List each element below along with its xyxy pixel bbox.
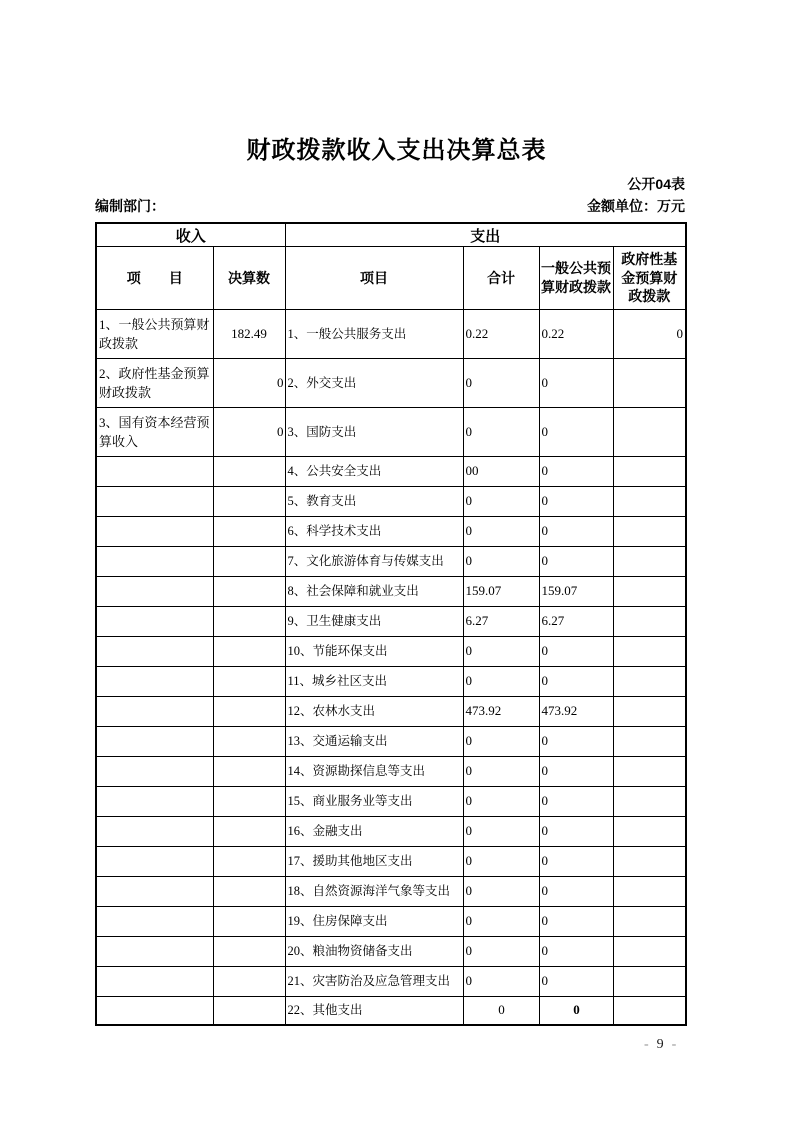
expense-item-cell: 5、教育支出 [285, 487, 463, 517]
expense-item-cell: 11、城乡社区支出 [285, 667, 463, 697]
income-item-cell [96, 577, 213, 607]
table-row [96, 667, 686, 697]
expense-item-cell: 16、金融支出 [285, 817, 463, 847]
income-item-cell [96, 967, 213, 997]
group-header-row [96, 223, 686, 247]
income-amount-cell [213, 997, 285, 1026]
table-row [96, 359, 686, 408]
income-item-cell [96, 547, 213, 577]
total-cell: 0 [463, 727, 539, 757]
page-number-value: 9 [656, 1037, 665, 1052]
income-amount-cell: 0 [213, 408, 285, 457]
gov-fund-cell [613, 607, 686, 637]
form-code: 公开04表 [627, 176, 685, 192]
general-budget-cell: 0 [539, 967, 613, 997]
expense-group-header: 支出 [285, 223, 686, 247]
final-amount-header: 决算数 [213, 247, 285, 310]
gov-fund-cell [613, 408, 686, 457]
income-item-header: 项 目 [96, 247, 213, 310]
table-row [96, 697, 686, 727]
expense-item-header: 项目 [285, 247, 463, 310]
table-row [96, 757, 686, 787]
income-amount-cell [213, 877, 285, 907]
table-row [96, 907, 686, 937]
income-item-cell: 3、国有资本经营预算收入 [96, 408, 213, 457]
total-cell: 0 [463, 907, 539, 937]
income-amount-cell [213, 937, 285, 967]
total-cell: 0 [463, 817, 539, 847]
income-item-cell [96, 907, 213, 937]
table-row [96, 487, 686, 517]
income-amount-cell [213, 517, 285, 547]
table-row [96, 517, 686, 547]
unit-label: 金额单位：万元 [587, 198, 685, 214]
gov-fund-cell [613, 457, 686, 487]
expense-item-cell: 12、农林水支出 [285, 697, 463, 727]
income-item-cell [96, 517, 213, 547]
expense-item-cell: 19、住房保障支出 [285, 907, 463, 937]
general-budget-cell: 0 [539, 787, 613, 817]
general-budget-cell: 0 [539, 817, 613, 847]
total-cell: 0 [463, 847, 539, 877]
income-item-cell [96, 457, 213, 487]
gov-fund-cell [613, 757, 686, 787]
prepared-by-label: 编制部门： [95, 198, 165, 214]
general-budget-cell: 0 [539, 408, 613, 457]
column-header-row [96, 247, 686, 310]
table-row [96, 727, 686, 757]
general-budget-cell: 0 [539, 487, 613, 517]
table-row [96, 310, 686, 359]
expense-item-cell: 6、科学技术支出 [285, 517, 463, 547]
gov-fund-cell [613, 967, 686, 997]
income-item-cell [96, 727, 213, 757]
income-item-cell: 1、一般公共预算财政拨款 [96, 310, 213, 359]
general-budget-cell: 159.07 [539, 577, 613, 607]
table-row [96, 877, 686, 907]
general-budget-cell: 0 [539, 847, 613, 877]
income-item-cell [96, 937, 213, 967]
income-item-cell [96, 667, 213, 697]
income-amount-cell [213, 577, 285, 607]
total-cell: 0 [463, 547, 539, 577]
general-budget-cell: 0 [539, 457, 613, 487]
income-amount-cell [213, 847, 285, 877]
income-amount-cell [213, 457, 285, 487]
general-budget-header: 一般公共预算财政拨款 [539, 247, 613, 310]
table-row [96, 457, 686, 487]
income-amount-cell: 0 [213, 359, 285, 408]
income-amount-cell [213, 547, 285, 577]
total-cell: 159.07 [463, 577, 539, 607]
total-cell: 00 [463, 457, 539, 487]
income-amount-cell [213, 757, 285, 787]
general-budget-cell: 0 [539, 727, 613, 757]
gov-fund-cell [613, 667, 686, 697]
general-budget-cell: 0.22 [539, 310, 613, 359]
page-number-prefix: - [644, 1037, 650, 1052]
gov-fund-cell [613, 637, 686, 667]
general-budget-cell: 0 [539, 637, 613, 667]
total-cell: 0 [463, 637, 539, 667]
general-budget-cell: 0 [539, 937, 613, 967]
gov-fund-cell [613, 817, 686, 847]
income-amount-cell [213, 967, 285, 997]
gov-fund-cell: 0 [613, 310, 686, 359]
page-number-suffix: - [671, 1037, 678, 1052]
budget-table [95, 222, 687, 1026]
income-item-cell [96, 847, 213, 877]
income-amount-cell [213, 667, 285, 697]
general-budget-cell: 0 [539, 877, 613, 907]
general-budget-cell: 0 [539, 547, 613, 577]
income-group-header: 收入 [96, 223, 285, 247]
general-budget-cell: 0 [539, 517, 613, 547]
table-row [96, 408, 686, 457]
income-item-cell: 2、政府性基金预算财政拨款 [96, 359, 213, 408]
general-budget-cell: 0 [539, 997, 613, 1026]
table-row [96, 787, 686, 817]
total-cell: 0 [463, 667, 539, 697]
table-row [96, 577, 686, 607]
total-cell: 473.92 [463, 697, 539, 727]
income-amount-cell [213, 787, 285, 817]
table-row [96, 817, 686, 847]
total-cell: 6.27 [463, 607, 539, 637]
table-body [96, 310, 686, 1026]
gov-fund-cell [613, 727, 686, 757]
gov-fund-cell [613, 997, 686, 1026]
gov-fund-cell [613, 359, 686, 408]
page-title: 财政拨款收入支出决算总表 [246, 137, 547, 164]
gov-fund-cell [613, 877, 686, 907]
income-amount-cell [213, 907, 285, 937]
gov-fund-cell [613, 487, 686, 517]
gov-fund-cell [613, 547, 686, 577]
income-item-cell [96, 697, 213, 727]
expense-item-cell: 7、文化旅游体育与传媒支出 [285, 547, 463, 577]
total-cell: 0 [463, 787, 539, 817]
income-item-cell [96, 637, 213, 667]
expense-item-cell: 14、资源勘探信息等支出 [285, 757, 463, 787]
table-row [96, 607, 686, 637]
document-page [0, 176, 793, 1026]
income-amount-cell [213, 727, 285, 757]
expense-item-cell: 15、商业服务业等支出 [285, 787, 463, 817]
income-item-cell [96, 817, 213, 847]
income-amount-cell [213, 607, 285, 637]
income-item-cell [96, 997, 213, 1026]
total-cell: 0 [463, 937, 539, 967]
total-cell: 0 [463, 517, 539, 547]
income-item-cell [96, 787, 213, 817]
income-amount-cell: 182.49 [213, 310, 285, 359]
meta-line [95, 198, 685, 215]
expense-item-cell: 18、自然资源海洋气象等支出 [285, 877, 463, 907]
total-cell: 0 [463, 997, 539, 1026]
gov-fund-cell [613, 907, 686, 937]
general-budget-cell: 0 [539, 667, 613, 697]
table-row [96, 997, 686, 1026]
income-amount-cell [213, 637, 285, 667]
income-item-cell [96, 487, 213, 517]
total-header: 合计 [463, 247, 539, 310]
expense-item-cell: 8、社会保障和就业支出 [285, 577, 463, 607]
expense-item-cell: 2、外交支出 [285, 359, 463, 408]
expense-item-cell: 22、其他支出 [285, 997, 463, 1026]
general-budget-cell: 0 [539, 757, 613, 787]
expense-item-cell: 1、一般公共服务支出 [285, 310, 463, 359]
total-cell: 0 [463, 487, 539, 517]
total-cell: 0 [463, 967, 539, 997]
expense-item-cell: 4、公共安全支出 [285, 457, 463, 487]
gov-fund-cell [613, 937, 686, 967]
income-amount-cell [213, 487, 285, 517]
total-cell: 0 [463, 877, 539, 907]
gov-fund-cell [613, 847, 686, 877]
expense-item-cell: 21、灾害防治及应急管理支出 [285, 967, 463, 997]
expense-item-cell: 10、节能环保支出 [285, 637, 463, 667]
table-row [96, 967, 686, 997]
expense-item-cell: 3、国防支出 [285, 408, 463, 457]
total-cell: 0 [463, 359, 539, 408]
general-budget-cell: 473.92 [539, 697, 613, 727]
income-item-cell [96, 607, 213, 637]
total-cell: 0 [463, 757, 539, 787]
income-amount-cell [213, 697, 285, 727]
total-cell: 0 [463, 408, 539, 457]
gov-fund-cell [613, 697, 686, 727]
income-amount-cell [213, 817, 285, 847]
general-budget-cell: 0 [539, 907, 613, 937]
table-row [96, 847, 686, 877]
page-number [644, 1037, 677, 1053]
general-budget-cell: 6.27 [539, 607, 613, 637]
expense-item-cell: 20、粮油物资储备支出 [285, 937, 463, 967]
table-row [96, 937, 686, 967]
expense-item-cell: 9、卫生健康支出 [285, 607, 463, 637]
gov-fund-cell [613, 577, 686, 607]
gov-fund-cell [613, 787, 686, 817]
income-item-cell [96, 757, 213, 787]
expense-item-cell: 17、援助其他地区支出 [285, 847, 463, 877]
income-item-cell [96, 877, 213, 907]
general-budget-cell: 0 [539, 359, 613, 408]
gov-fund-cell [613, 517, 686, 547]
expense-item-cell: 13、交通运输支出 [285, 727, 463, 757]
gov-fund-header: 政府性基金预算财政拨款 [613, 247, 686, 310]
table-row [96, 547, 686, 577]
table-row [96, 637, 686, 667]
total-cell: 0.22 [463, 310, 539, 359]
